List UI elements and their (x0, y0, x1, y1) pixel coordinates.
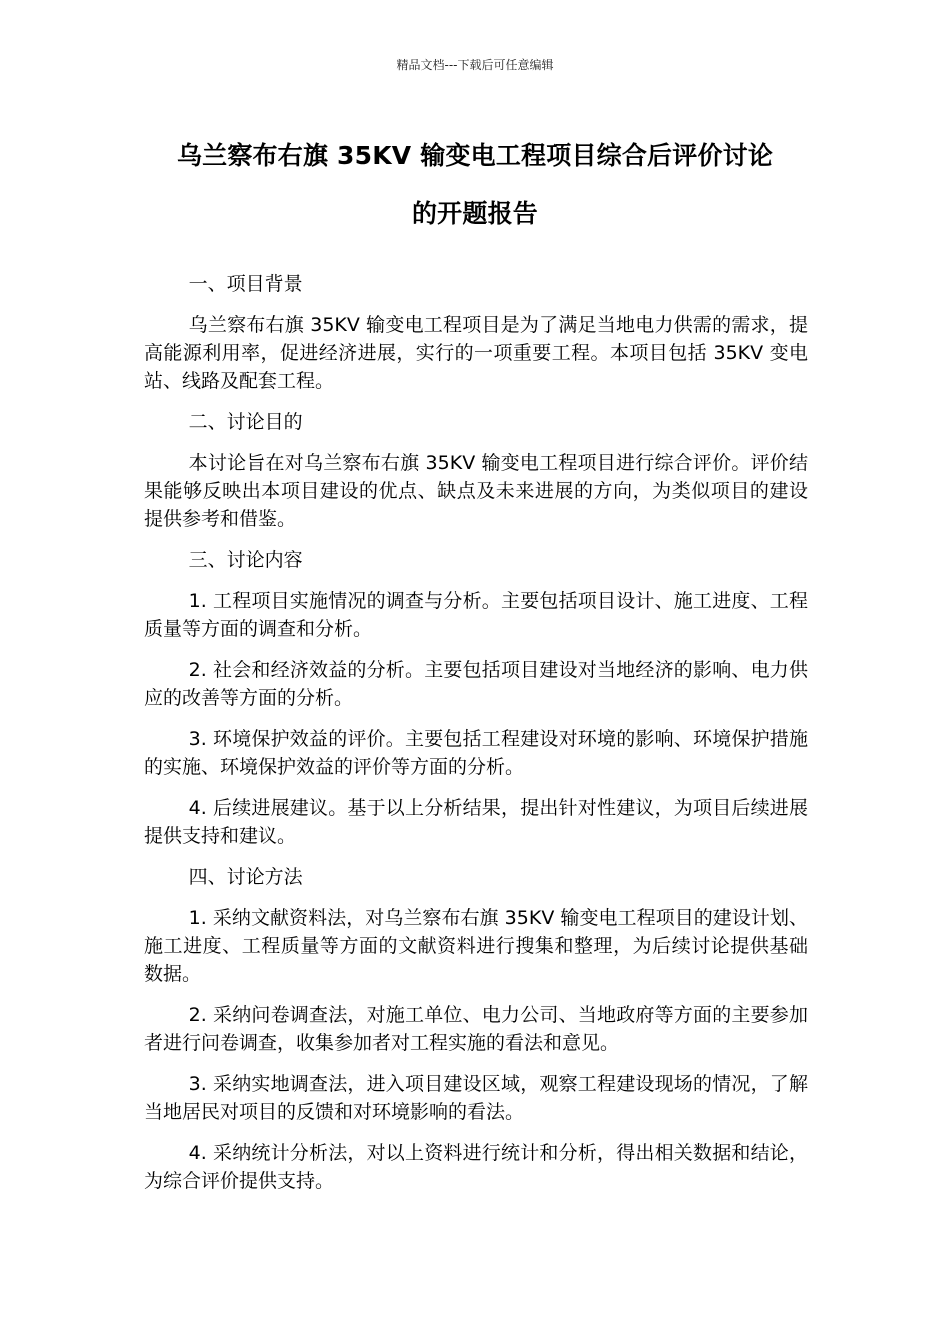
paragraph-methods-3: 3. 采纳实地调查法，进入项目建设区域，观察工程建设现场的情况，了解当地居民对项目的反馈和对环境影响的看法。 (144, 1073, 808, 1123)
document-body (144, 270, 808, 1208)
paragraph-content-4: 4. 后续进展建议。基于以上分析结果，提出针对性建议，为项目后续进展提供支持和建议。 (144, 797, 808, 847)
paragraph-methods-4: 4. 采纳统计分析法，对以上资料进行统计和分析，得出相关数据和结论，为综合评价提供支持。 (144, 1142, 808, 1192)
section-heading-background: 一、项目背景 (188, 273, 303, 295)
paragraph-content-3: 3. 环境保护效益的评价。主要包括工程建设对环境的影响、环境保护措施的实施、环境保护效益的评价等方面的分析。 (144, 728, 808, 778)
paragraph-methods-1: 1. 采纳文献资料法，对乌兰察布右旗 35KV 输变电工程项目的建设计划、施工进度、工程质量等方面的文献资料进行搜集和整理，为后续讨论提供基础数据。 (144, 907, 808, 985)
title-line-2: 的开题报告 (411, 199, 538, 228)
title-line-1: 乌兰察布右旗 35KV 输变电工程项目综合后评价讨论 (176, 141, 774, 170)
paragraph-methods-2: 2. 采纳问卷调查法，对施工单位、电力公司、当地政府等方面的主要参加者进行问卷调查，收集参加者对工程实施的看法和意见。 (144, 1004, 808, 1054)
paragraph-purpose: 本讨论旨在对乌兰察布右旗 35KV 输变电工程项目进行综合评价。评价结果能够反映出本项目建设的优点、缺点及未来进展的方向，为类似项目的建设提供参考和借鉴。 (144, 452, 808, 530)
paragraph-content-1: 1. 工程项目实施情况的调查与分析。主要包括项目设计、施工进度、工程质量等方面的调查和分析。 (144, 590, 808, 640)
paragraph-background: 乌兰察布右旗 35KV 输变电工程项目是为了满足当地电力供需的需求，提高能源利用率，促进经济进展，实行的一项重要工程。本项目包括 35KV 变电站、线路及配套工程。 (144, 314, 808, 392)
section-heading-content: 三、讨论内容 (188, 549, 303, 571)
document-title (100, 134, 850, 236)
section-heading-methods: 四、讨论方法 (188, 866, 303, 888)
paragraph-content-2: 2. 社会和经济效益的分析。主要包括项目建设对当地经济的影响、电力供应的改善等方面的分析。 (144, 659, 808, 709)
section-heading-purpose: 二、讨论目的 (188, 411, 303, 433)
header-note: 精品文档---下载后可任意编辑 (396, 58, 554, 72)
